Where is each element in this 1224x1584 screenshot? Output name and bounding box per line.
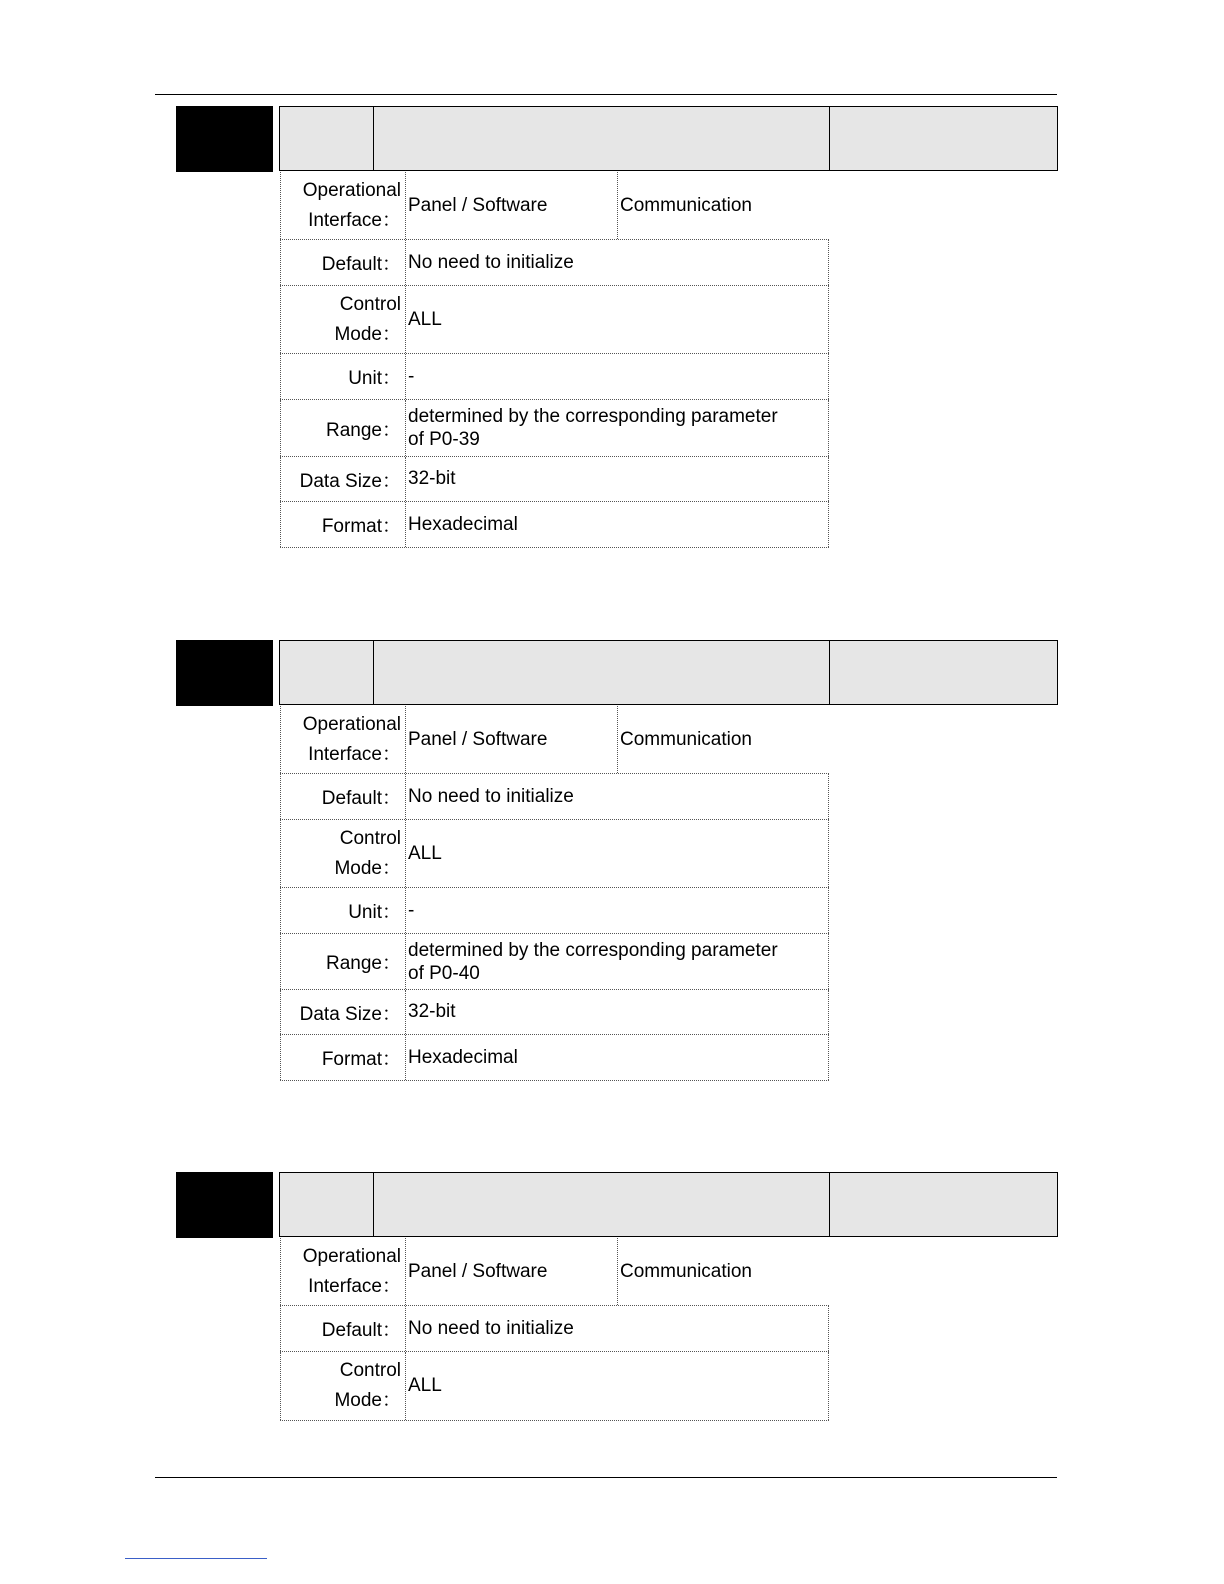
control-mode-value: ALL (408, 1375, 442, 1396)
format-label: Format： (280, 502, 406, 547)
default-value: No need to initialize (408, 785, 574, 807)
data-size-label: Data Size： (280, 457, 406, 501)
label-line: Control (339, 293, 401, 315)
format-label: Format： (280, 1035, 406, 1080)
header-rule (155, 94, 1057, 95)
data-size-row (280, 990, 829, 1035)
parameter-id-box (176, 106, 273, 172)
default-label: Default： (280, 774, 406, 819)
header-address-cell (830, 107, 1057, 170)
cell-divider (617, 1238, 618, 1305)
default-label: Default： (280, 1306, 406, 1351)
default-row (280, 774, 829, 820)
cell-divider (617, 172, 618, 239)
header-code-cell (280, 641, 374, 704)
range-value (408, 400, 827, 456)
attribute-table (280, 172, 829, 548)
header-address-cell (830, 1173, 1057, 1236)
data-size-row (280, 457, 829, 502)
operational-interface-label (280, 172, 406, 239)
unit-value: - (408, 365, 415, 387)
parameter-id-box (176, 640, 273, 706)
label-line: Operational (302, 1245, 401, 1267)
label-line: Interface： (308, 1275, 401, 1297)
operational-interface-row (280, 1238, 829, 1306)
control-mode-label (280, 286, 406, 353)
header-name-cell (373, 1173, 830, 1236)
cell-divider (617, 706, 618, 773)
panel-software-value: Panel / Software (408, 194, 548, 216)
label-line: Interface： (308, 209, 401, 231)
format-row (280, 1035, 829, 1081)
label-line: Control (339, 1360, 401, 1381)
default-value: No need to initialize (408, 251, 574, 273)
header-name-cell (373, 107, 830, 170)
range-row (280, 934, 829, 990)
range-row (280, 400, 829, 457)
footer-link-underline[interactable] (125, 1558, 267, 1559)
panel-software-value: Panel / Software (408, 1260, 548, 1282)
data-size-label: Data Size： (280, 990, 406, 1034)
unit-value: - (408, 899, 415, 921)
label-line: Mode： (334, 1390, 401, 1411)
range-line: determined by the corresponding parameter (408, 406, 778, 427)
communication-value: Communication (620, 728, 752, 750)
communication-value: Communication (620, 194, 752, 216)
default-value: No need to initialize (408, 1317, 574, 1339)
attribute-table (280, 706, 829, 1081)
parameter-header (279, 640, 1058, 705)
control-mode-row (280, 286, 829, 354)
label-line: Operational (302, 179, 401, 201)
communication-value: Communication (620, 1260, 752, 1282)
operational-interface-row (280, 706, 829, 774)
range-label: Range： (280, 400, 406, 456)
unit-row (280, 888, 829, 934)
range-value (408, 934, 827, 989)
control-mode-row (280, 820, 829, 888)
range-line: determined by the corresponding parameter (408, 939, 778, 961)
header-code-cell (280, 107, 374, 170)
unit-row (280, 354, 829, 400)
format-value: Hexadecimal (408, 513, 518, 535)
footer-rule (155, 1477, 1057, 1478)
header-name-cell (373, 641, 830, 704)
format-row (280, 502, 829, 548)
range-line: of P0-40 (408, 962, 480, 984)
parameter-id-box (176, 1172, 273, 1238)
unit-label: Unit： (280, 888, 406, 933)
label-line: Mode： (334, 857, 401, 879)
label-line: Operational (302, 713, 401, 735)
control-mode-label (280, 1352, 406, 1420)
operational-interface-row (280, 172, 829, 240)
label-line: Control (339, 827, 401, 849)
control-mode-value: ALL (408, 842, 442, 864)
panel-software-value: Panel / Software (408, 728, 548, 750)
default-label: Default： (280, 240, 406, 285)
parameter-header (279, 106, 1058, 171)
default-row (280, 240, 829, 286)
parameter-header (279, 1172, 1058, 1237)
data-size-value: 32-bit (408, 1001, 456, 1022)
label-line: Mode： (334, 323, 401, 345)
operational-interface-label (280, 706, 406, 773)
header-address-cell (830, 641, 1057, 704)
range-line: of P0-39 (408, 429, 480, 450)
format-value: Hexadecimal (408, 1046, 518, 1068)
default-row (280, 1306, 829, 1352)
control-mode-value: ALL (408, 308, 442, 330)
operational-interface-label (280, 1238, 406, 1305)
header-code-cell (280, 1173, 374, 1236)
control-mode-row (280, 1352, 829, 1421)
control-mode-label (280, 820, 406, 887)
attribute-table (280, 1238, 829, 1421)
label-line: Interface： (308, 743, 401, 765)
range-label: Range： (280, 934, 406, 989)
data-size-value: 32-bit (408, 468, 456, 489)
unit-label: Unit： (280, 354, 406, 399)
